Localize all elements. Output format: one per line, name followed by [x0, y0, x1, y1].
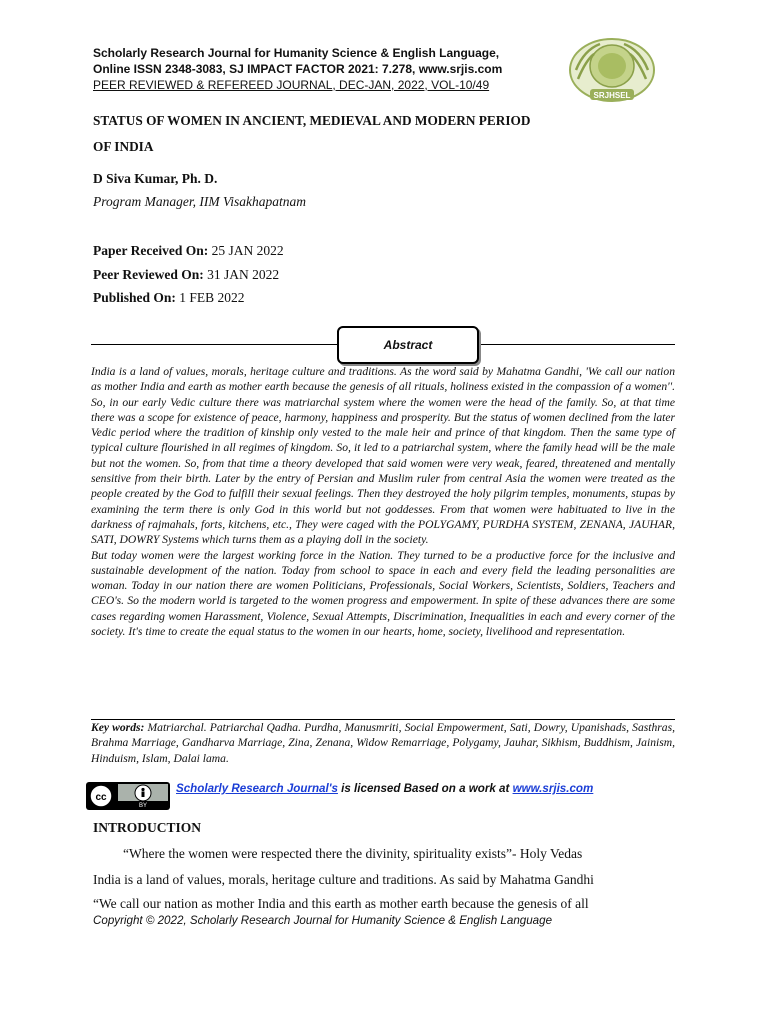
logo-text: SRJHSEL — [593, 91, 631, 100]
abstract-paragraph: India is a land of values, morals, heritage culture and traditions. As the word said by Mahatma Gandhi, 'We call our nation as mother India and earth as mother earth because the genesis of all rituals, holiness existed in the compassion of a women''. So, in our early Vedic culture there was matriarchal system where the women were the head of the family. So, at that time there was a scope for existence of peace, harmony, happiness and prosperity. But the status of women declined from the later Vedic period where the tradition of kinship only vested to the male heir and prince of that kingdom. Then the same type of typical culture flourished in all regimes of kingdom. So, it led to a patriarchal system, where the family head will be the male but not the women. So, from that time a theory developed that said women were very weak, feared, threatened and mentally sensitive from their birth. Later by the entry of Persian and Muslim ruler from central Asia the women were treated as the people created by the God to fulfill their sexual feelings. Then they destroyed the holy pilgrim temples, monuments, stupas by examining the term there is only God in this world but not goddesses. From that women were habituated to live in the darkness of rajmahals, forts, kitchens, etc., They were caged with the POLYGAMY, PURDHA SYSTEM, ZENANA, JAUHAR, SATI, DOWRY Systems which turns them as a playing doll in the society. — [91, 365, 675, 547]
journal-volume: PEER REVIEWED & REFEREED JOURNAL, DEC-JAN, 2022, VOL-10/49 — [93, 78, 490, 92]
cc-license-badge[interactable] — [86, 782, 170, 810]
author-name: D Siva Kumar, Ph. D. — [93, 171, 218, 186]
intro-quote: “Where the women were respected there the divinity, spirituality exists”- Holy Vedas — [123, 846, 583, 861]
date-received: Paper Received On: 25 JAN 2022 — [93, 243, 284, 258]
copyright-footer: Copyright © 2022, Scholarly Research Journal for Humanity Science & English Language — [93, 914, 553, 927]
abstract-rule-left — [91, 344, 341, 345]
intro-text-line: India is a land of values, morals, heritage culture and traditions. As said by Mahatma Gandhi — [93, 872, 594, 887]
cc-icon: cc — [95, 792, 107, 803]
by-icon: BY — [138, 803, 148, 809]
abstract-heading: Abstract — [337, 326, 479, 364]
section-heading-introduction: INTRODUCTION — [93, 820, 202, 835]
date-published: Published On: 1 FEB 2022 — [93, 290, 245, 305]
srjis-link[interactable]: www.srjis.com — [512, 782, 594, 795]
keywords-list: Matriarchal. Patriarchal Qadha. Purdha, Manusmriti, Social Empowerment, Sati, Dowry, Upanishads, Sasthras, Brahma Marriage, Gandharva Marriage, Zina, Zenana, Widow Remarriage, Polygamy, Jauhar, Sikhism, Buddhism, Jainism, Hinduism, Islam, Dalai lama. — [91, 721, 675, 765]
license-text: Scholarly Research Journal's is licensed Based on a work at www.srjis.com — [176, 782, 594, 795]
journal-name: Scholarly Research Journal for Humanity Science & English Language, — [93, 46, 500, 60]
author-affiliation: Program Manager, IIM Visakhapatnam — [93, 194, 306, 209]
journal-logo — [566, 34, 658, 104]
paper-title: STATUS OF WOMEN IN ANCIENT, MEDIEVAL AND MODERN PERIOD OF INDIA — [93, 113, 531, 154]
abstract-rule-right — [476, 344, 675, 345]
intro-text-line: “We call our nation as mother India and this earth as mother earth because the genesis of all — [93, 896, 589, 911]
journal-issn: Online ISSN 2348-3083, SJ IMPACT FACTOR 2021: 7.278, www.srjis.com — [93, 62, 503, 76]
abstract-body — [91, 364, 675, 639]
date-reviewed: Peer Reviewed On: 31 JAN 2022 — [93, 267, 280, 282]
keywords — [91, 720, 675, 766]
keywords-label: Key words: — [91, 721, 145, 734]
journal-link[interactable]: Scholarly Research Journal's — [176, 782, 338, 795]
abstract-paragraph: But today women were the largest working force in the Nation. They turned to be a productive force for the inclusive and sustainable development of the nation. Today from school to space in each and every field the leading personalities are woman. Today in our nation there are women Politicians, Professionals, Social Workers, Scientists, Soldiers, Teachers and CEO's. So the modern world is targeted to the women progress and empowerment. In spite of these advances there are some cases regarding women Harassment, Violence, Sexual Attempts, Discrimination, Inequalities in each and every corner of the society. It's time to create the equal status to the women in our hearts, home, society, livelihood and representation. — [91, 548, 675, 639]
